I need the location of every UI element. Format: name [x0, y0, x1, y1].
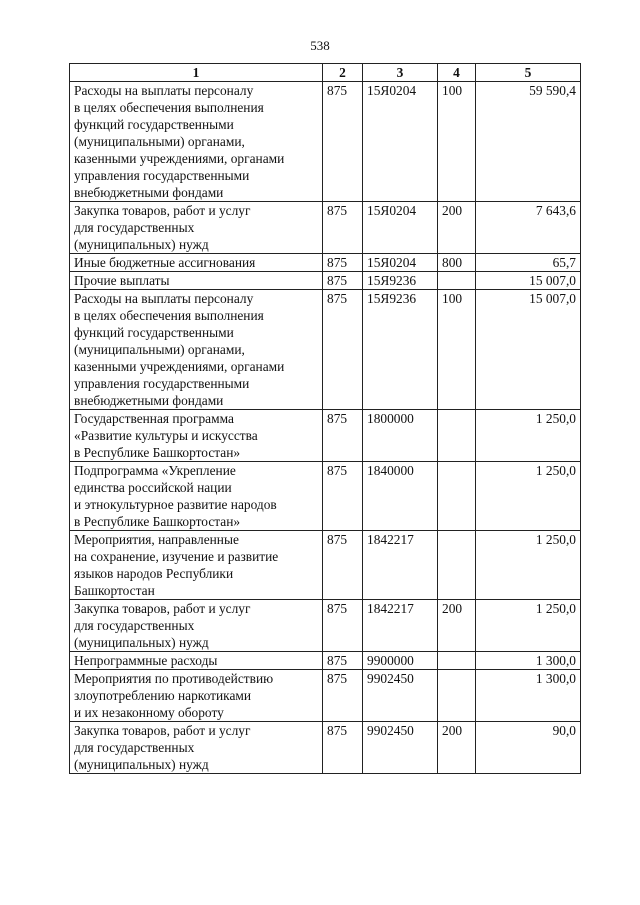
page-number: 538 — [310, 38, 330, 53]
row-ministry-code-cell: 875 — [323, 531, 363, 600]
row-expense-kind-cell — [438, 652, 476, 670]
table-row — [70, 254, 581, 272]
row-name-cell: Закупка товаров, работ и услуг для государственных (муниципальных) нужд — [70, 202, 323, 254]
row-program-code-cell: 15Я0204 — [363, 254, 438, 272]
table-row — [70, 82, 581, 202]
row-expense-kind-cell: 200 — [438, 722, 476, 774]
row-name-cell: Мероприятия по противодействию злоупотреблению наркотиками и их незаконному обороту — [70, 670, 323, 722]
header-col-5: 5 — [476, 64, 581, 82]
row-expense-kind-cell: 100 — [438, 290, 476, 410]
row-ministry-code-cell: 875 — [323, 670, 363, 722]
row-program-code-cell: 15Я0204 — [363, 82, 438, 202]
row-expense-kind-cell — [438, 272, 476, 290]
header-col-1: 1 — [70, 64, 323, 82]
table-row — [70, 531, 581, 600]
header-col-2: 2 — [323, 64, 363, 82]
header-col-4: 4 — [438, 64, 476, 82]
row-program-code-cell: 1842217 — [363, 600, 438, 652]
row-program-code-cell: 15Я0204 — [363, 202, 438, 254]
header-col-3: 3 — [363, 64, 438, 82]
table-body — [70, 82, 581, 774]
row-name-cell: Закупка товаров, работ и услуг для государственных (муниципальных) нужд — [70, 600, 323, 652]
row-program-code-cell: 9902450 — [363, 722, 438, 774]
row-amount-cell: 1 300,0 — [476, 652, 581, 670]
table-row — [70, 202, 581, 254]
table-row — [70, 410, 581, 462]
row-amount-cell: 1 250,0 — [476, 410, 581, 462]
table-row — [70, 722, 581, 774]
row-program-code-cell: 1800000 — [363, 410, 438, 462]
row-amount-cell: 1 300,0 — [476, 670, 581, 722]
row-expense-kind-cell: 200 — [438, 600, 476, 652]
row-amount-cell: 90,0 — [476, 722, 581, 774]
row-name-cell: Расходы на выплаты персоналу в целях обеспечения выполнения функций государственными (муниципальными) органами, казенными учреждениями, органами управления государственными внебюджетными фондами — [70, 290, 323, 410]
table-row — [70, 462, 581, 531]
row-name-cell: Прочие выплаты — [70, 272, 323, 290]
row-expense-kind-cell: 200 — [438, 202, 476, 254]
row-ministry-code-cell: 875 — [323, 202, 363, 254]
row-amount-cell: 59 590,4 — [476, 82, 581, 202]
table-row — [70, 652, 581, 670]
row-name-cell: Мероприятия, направленные на сохранение, изучение и развитие языков народов Республики Башкортостан — [70, 531, 323, 600]
row-ministry-code-cell: 875 — [323, 652, 363, 670]
row-name-cell: Государственная программа «Развитие культуры и искусства в Республике Башкортостан» — [70, 410, 323, 462]
row-program-code-cell: 1840000 — [363, 462, 438, 531]
row-amount-cell: 15 007,0 — [476, 290, 581, 410]
row-program-code-cell: 15Я9236 — [363, 290, 438, 410]
row-expense-kind-cell — [438, 410, 476, 462]
row-ministry-code-cell: 875 — [323, 272, 363, 290]
row-ministry-code-cell: 875 — [323, 722, 363, 774]
row-program-code-cell: 9900000 — [363, 652, 438, 670]
row-ministry-code-cell: 875 — [323, 82, 363, 202]
row-amount-cell: 1 250,0 — [476, 600, 581, 652]
row-ministry-code-cell: 875 — [323, 462, 363, 531]
row-expense-kind-cell: 100 — [438, 82, 476, 202]
row-expense-kind-cell — [438, 462, 476, 531]
table-row — [70, 290, 581, 410]
row-amount-cell: 65,7 — [476, 254, 581, 272]
row-amount-cell: 1 250,0 — [476, 462, 581, 531]
row-program-code-cell: 9902450 — [363, 670, 438, 722]
row-amount-cell: 7 643,6 — [476, 202, 581, 254]
row-ministry-code-cell: 875 — [323, 410, 363, 462]
row-amount-cell: 1 250,0 — [476, 531, 581, 600]
row-amount-cell: 15 007,0 — [476, 272, 581, 290]
row-name-cell: Иные бюджетные ассигнования — [70, 254, 323, 272]
budget-table — [69, 63, 581, 774]
row-ministry-code-cell: 875 — [323, 290, 363, 410]
table-row — [70, 670, 581, 722]
row-ministry-code-cell: 875 — [323, 254, 363, 272]
row-name-cell: Подпрограмма «Укрепление единства российской нации и этнокультурное развитие народов в Республике Башкортостан» — [70, 462, 323, 531]
row-expense-kind-cell — [438, 531, 476, 600]
table-row — [70, 600, 581, 652]
table-header-row — [70, 64, 581, 82]
row-program-code-cell: 1842217 — [363, 531, 438, 600]
row-ministry-code-cell: 875 — [323, 600, 363, 652]
table-row — [70, 272, 581, 290]
row-name-cell: Непрограммные расходы — [70, 652, 323, 670]
row-expense-kind-cell — [438, 670, 476, 722]
row-program-code-cell: 15Я9236 — [363, 272, 438, 290]
row-name-cell: Закупка товаров, работ и услуг для государственных (муниципальных) нужд — [70, 722, 323, 774]
row-expense-kind-cell: 800 — [438, 254, 476, 272]
row-name-cell: Расходы на выплаты персоналу в целях обеспечения выполнения функций государственными (муниципальными) органами, казенными учреждениями, органами управления государственными внебюджетными фондами — [70, 82, 323, 202]
